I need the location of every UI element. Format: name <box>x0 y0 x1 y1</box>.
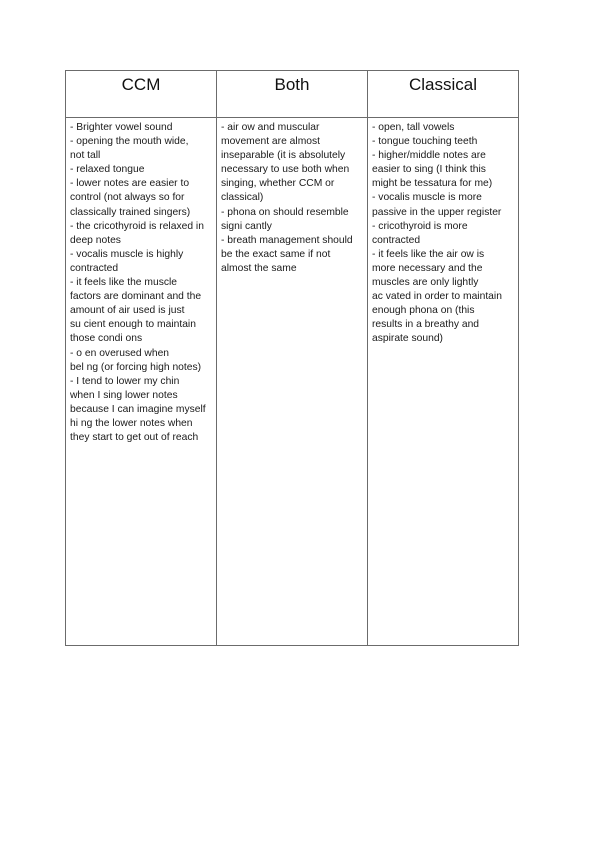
cell-text-line: - vocalis muscle is highly <box>70 248 184 260</box>
cell-text-line: amount of air used is just <box>70 305 185 317</box>
cell-text-line: classically trained singers) <box>70 206 191 218</box>
cell-text-line: those condi ons <box>70 333 143 345</box>
cell-text-line: - Brighter vowel sound <box>70 122 173 133</box>
cell-text-line: easier to sing (I think this <box>372 164 486 176</box>
ccm-column <box>66 118 217 645</box>
both-column <box>217 118 368 645</box>
cell-text-line: contracted <box>372 234 421 246</box>
cell-text-line: - phona on should resemble <box>221 206 349 218</box>
cell-text-line: muscles are only lightly <box>372 277 479 289</box>
cell-text-line: results in a breathy and <box>372 319 480 331</box>
cell-text-line: - tongue touching teeth <box>372 136 478 148</box>
cell-text-line: control (not always so for <box>70 192 185 204</box>
cell-text-line: - vocalis muscle is more <box>372 192 482 204</box>
cell-text-line: hi ng the lower notes when <box>70 417 193 429</box>
cell-text-line: factors are dominant and the <box>70 291 202 303</box>
cell-text-line: - cricothyroid is more <box>372 220 468 232</box>
cell-text-line: aspirate sound) <box>372 333 443 345</box>
cell-text-line: - breath management should <box>221 234 353 246</box>
cell-text-line: more necessary and the <box>372 262 483 274</box>
cell-text-line: almost the same <box>221 262 297 274</box>
cell-text-line: be the exact same if not <box>221 248 331 260</box>
cell-text-line: necessary to use both when <box>221 164 350 176</box>
cell-text-line: - it feels like the muscle <box>70 277 178 289</box>
cell-text-line: enough phona on (this <box>372 305 475 317</box>
cell-text-line: - higher/middle notes are <box>372 150 486 162</box>
cell-text-line: - air ow and muscular <box>221 122 320 133</box>
cell-text-line: - open, tall vowels <box>372 122 455 133</box>
cell-text-line: - the cricothyroid is relaxed in <box>70 220 204 232</box>
comparison-table <box>65 70 519 646</box>
header-ccm: CCM <box>66 71 217 118</box>
cell-text-line: might be tessatura for me) <box>372 178 493 190</box>
cell-text-line: - I tend to lower my chin <box>70 375 180 387</box>
cell-text-line: movement are almost <box>221 136 321 148</box>
cell-text-line: contracted <box>70 262 119 274</box>
cell-text-line: bel ng (or forcing high notes) <box>70 361 202 373</box>
cell-text-line: ac vated in order to maintain <box>372 291 502 303</box>
cell-text-line: passive in the upper register <box>372 206 502 218</box>
header-classical: Classical <box>368 71 518 118</box>
cell-text-line: signi cantly <box>221 220 272 232</box>
cell-text-line: classical) <box>221 192 264 204</box>
cell-text-line: - it feels like the air ow is <box>372 248 485 260</box>
cell-text-line: they start to get out of reach <box>70 432 199 444</box>
cell-text-line: inseparable (it is absolutely <box>221 150 346 162</box>
cell-text-line: - o en overused when <box>70 347 170 359</box>
cell-text-line: not tall <box>70 150 101 162</box>
cell-text-line: when I sing lower notes <box>70 389 178 401</box>
cell-text-line: - relaxed tongue <box>70 164 145 176</box>
cell-text-line: - lower notes are easier to <box>70 178 190 190</box>
cell-text-line: deep notes <box>70 234 121 246</box>
cell-text-line: because I can imagine myself <box>70 403 206 415</box>
header-both: Both <box>217 71 368 118</box>
classical-column <box>368 118 518 645</box>
cell-text-line: su cient enough to maintain <box>70 319 196 331</box>
cell-text-line: - opening the mouth wide, <box>70 136 189 148</box>
cell-text-line: singing, whether CCM or <box>221 178 335 190</box>
